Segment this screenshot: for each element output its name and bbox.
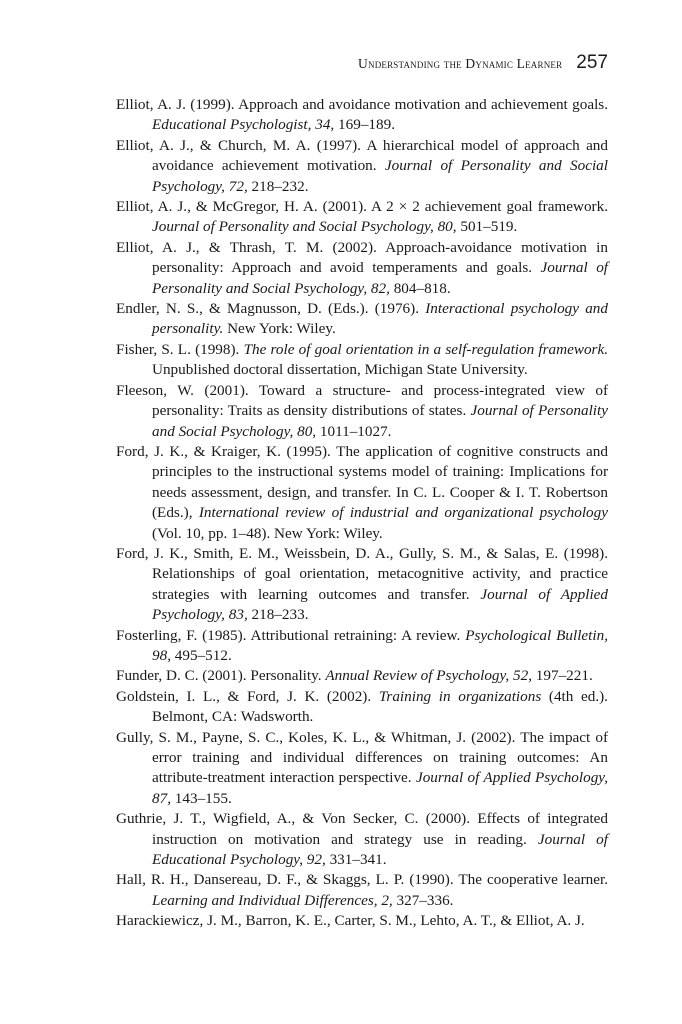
reference-entry [116,442,608,544]
reference-source: Learning and Individual Differences, 2, [152,891,393,909]
reference-entry [116,197,608,238]
reference-source: Journal of Educational Psychology, 92, [152,830,608,869]
reference-text: Ford, J. K., Smith, E. M., Weissbein, D. A., Gully, S. M., & Salas, E. (1998). Relationships of goal orientation, metacognitive activity, and practice strategies with learning outcomes and transfer. [116,544,608,603]
running-head [358,52,608,74]
reference-list [116,95,608,932]
reference-entry [116,238,608,299]
reference-text: Guthrie, J. T., Wigfield, A., & Von Secker, C. (2000). Effects of integrated instruction on motivation and strategy use in reading. [116,810,608,848]
reference-pages: 218–232. [247,177,309,195]
reference-entry [116,136,608,197]
reference-text: Elliot, A. J., & Thrash, T. M. (2002). Approach-avoidance motivation in personality: Approach and avoid temperaments and goals. [116,238,608,277]
reference-text: Gully, S. M., Payne, S. C., Koles, K. L., & Whitman, J. (2002). The impact of error training and individual differences on training outcomes: An attribute-treatment interaction perspective. [116,728,608,787]
reference-entry [116,687,608,728]
reference-source: Educational Psychologist, 34, [152,116,335,134]
reference-entry [116,95,608,136]
reference-text: Ford, J. K., & Kraiger, K. (1995). The application of cognitive constructs and principles to the instructional systems model of training: Implications for needs assessment, design, and transfer. In C. L. Cooper & I. T. Robertson (Eds.), [116,442,608,522]
reference-pages: 218–233. [247,606,309,624]
reference-entry [116,809,608,870]
reference-source: Journal of Applied Psychology, 87, [152,769,608,807]
reference-entry [116,911,608,931]
reference-entry [116,728,608,810]
reference-entry [116,544,608,626]
running-title: Understanding the Dynamic Learner [358,56,563,71]
reference-text: Elliot, A. J. (1999). Approach and avoidance motivation and achievement goals. [116,96,608,113]
reference-text: Hall, R. H., Dansereau, D. F., & Skaggs, L. P. (1990). The cooperative learner. [116,871,608,889]
reference-entry [116,381,608,442]
reference-pages: 804–818. [389,279,451,297]
reference-text: Harackiewicz, J. M., Barron, K. E., Carter, S. M., Lehto, A. T., & Elliot, A. J. [116,912,585,930]
reference-source: Interactional psychology and personality. [152,300,608,338]
reference-source: Journal of Personality and Social Psychology, 80, [152,402,608,440]
reference-text: Endler, N. S., & Magnusson, D. (Eds.). (1976). [116,300,426,318]
reference-text: Goldstein, I. L., & Ford, J. K. (2002). [116,687,379,705]
reference-text: Elliot, A. J., & McGregor, H. A. (2001). A 2 × 2 achievement goal framework. [116,198,608,216]
reference-entry [116,626,608,667]
reference-entry [116,870,608,911]
reference-pages: Unpublished doctoral dissertation, Michigan State University. [152,361,528,379]
reference-text: Fosterling, F. (1985). Attributional retraining: A review. [116,626,466,644]
reference-text: Fleeson, W. (2001). Toward a structure- and process-integrated view of personality: Traits as density distributions of states. [116,381,608,420]
reference-entry [116,666,608,686]
page-number: 257 [576,52,608,73]
reference-pages: 495–512. [170,646,232,664]
reference-source: International review of industrial and organizational psychology [198,504,608,522]
reference-pages: (4th ed.). Belmont, CA: Wadsworth. [152,687,608,726]
reference-pages: 1011–1027. [316,422,392,440]
reference-source: Journal of Personality and Social Psychology, 80, [152,218,457,236]
reference-pages: New York: Wiley. [223,320,336,338]
reference-pages: 327–336. [392,891,454,909]
reference-source: The role of goal orientation in a self-regulation framework. [243,340,609,358]
reference-pages: 143–155. [170,789,232,807]
reference-pages: 331–341. [325,851,387,869]
reference-source: Annual Review of Psychology, 52, [325,667,532,685]
reference-text: Funder, D. C. (2001). Personality. [116,667,326,685]
reference-pages: 501–519. [456,218,518,236]
reference-text: Fisher, S. L. (1998). [116,340,244,358]
reference-source: Journal of Personality and Social Psychology, 72, [152,157,608,195]
reference-entry [116,299,608,340]
reference-source: Journal of Personality and Social Psychology, 82, [152,259,609,297]
reference-pages: 197–221. [532,667,593,685]
reference-source: Training in organizations [378,687,542,705]
reference-pages: 169–189. [334,116,395,134]
reference-source: Journal of Applied Psychology, 83, [152,585,608,624]
reference-text: Elliot, A. J., & Church, M. A. (1997). A hierarchical model of approach and avoidance achievement motivation. [116,136,608,175]
reference-entry [116,340,608,381]
reference-pages: (Vol. 10, pp. 1–48). New York: Wiley. [152,524,383,542]
reference-source: Psychological Bulletin, 98, [152,626,608,664]
